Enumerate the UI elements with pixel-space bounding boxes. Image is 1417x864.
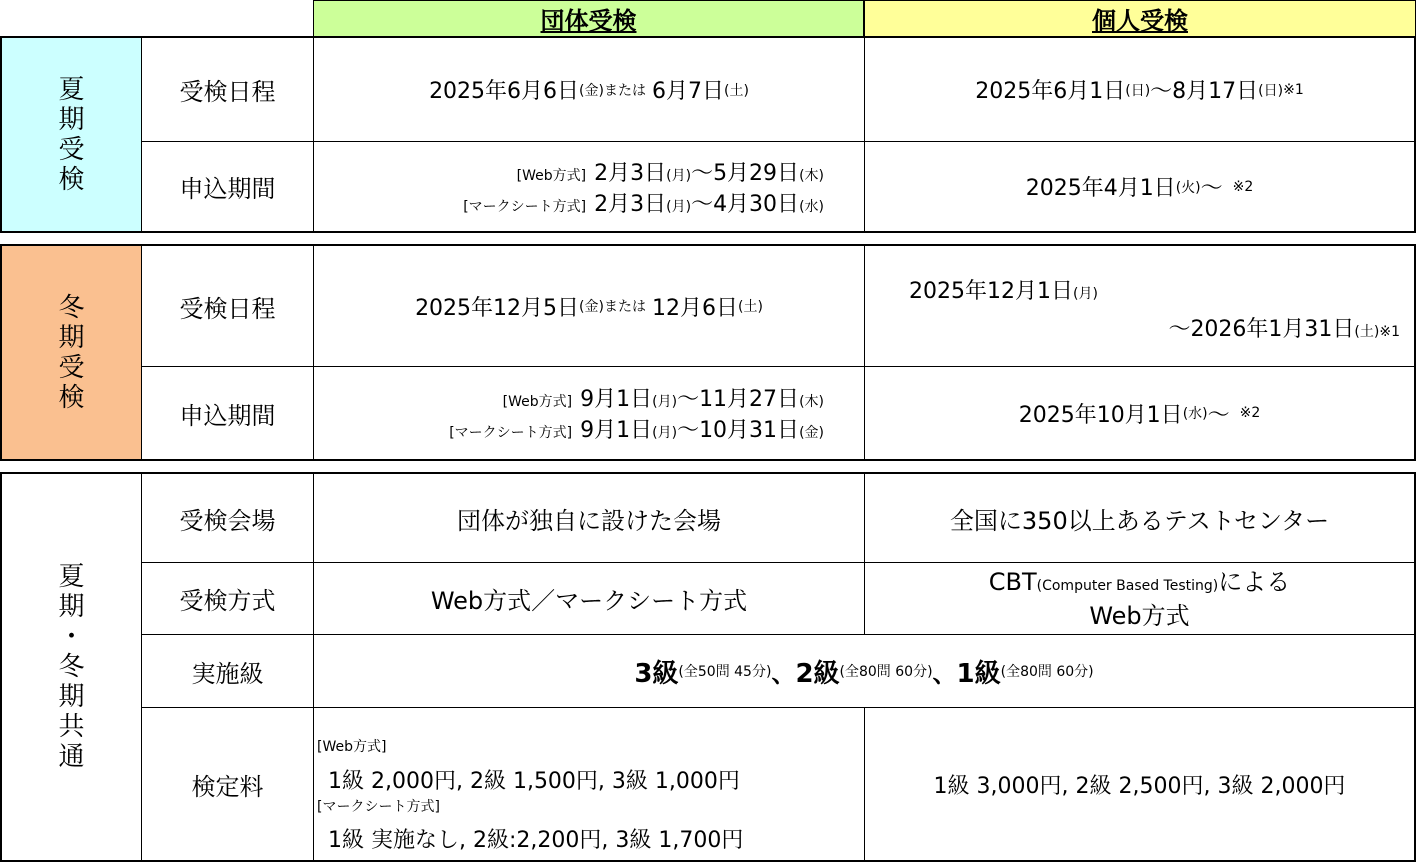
season-char: 受 — [58, 352, 85, 383]
day-text: (月) — [652, 394, 678, 410]
date-text: 〜10月31日 — [677, 418, 800, 443]
note-text: ※2 — [1232, 178, 1254, 195]
day-text: (木) — [799, 167, 824, 184]
season-char: 期 — [58, 322, 85, 353]
day-text: (日) — [1125, 82, 1151, 99]
day-text: (日) — [1258, 82, 1284, 99]
method-group-text: Web方式／マークシート方式 — [430, 587, 748, 615]
season-char: 冬 — [58, 652, 85, 682]
method-group — [314, 563, 864, 634]
row-label: 受検日程 — [179, 78, 276, 106]
note-text: ※1 — [1283, 81, 1304, 98]
day-text: (金) — [579, 82, 604, 99]
season-char: 期 — [58, 104, 85, 135]
season-char: 通 — [58, 742, 85, 772]
fee-individual-text: 1級 3,000円, 2級 2,500円, 3級 2,000円 — [933, 773, 1346, 799]
tilde-text: 〜 — [1207, 402, 1230, 428]
grade-text: 1級 — [956, 658, 1001, 689]
header-group — [313, 0, 864, 36]
season-char: 期 — [58, 682, 85, 712]
method-text: [マークシート方式] — [463, 198, 587, 215]
cbt-end-text: による — [1218, 567, 1291, 596]
summer-apply-label — [142, 142, 313, 231]
summer-schedule-group — [314, 38, 864, 141]
day-text: (土) — [1354, 324, 1380, 340]
grade-detail-text: (全80問 60分) — [839, 664, 933, 680]
method-text: [マークシート方式] — [449, 425, 573, 441]
date-line-1 — [909, 274, 1098, 305]
season-char: 受 — [58, 134, 85, 165]
date-text: 2025年12月5日 — [415, 295, 580, 321]
winter-season-cell — [2, 246, 141, 459]
fee-web-text: 1級 2,000円, 2級 1,500円, 3級 1,000円 — [328, 769, 740, 794]
grades-content — [314, 635, 1414, 707]
row-label: 受検会場 — [179, 506, 276, 535]
date-text: 2月3日 — [594, 191, 667, 217]
date-text: 〜8月17日 — [1150, 79, 1259, 104]
separator-text: 、 — [771, 659, 796, 688]
venue-group-text: 団体が独自に設けた会場 — [457, 506, 721, 535]
cbt-detail-text: (Computer Based Testing) — [1036, 577, 1219, 594]
row-label: 受検日程 — [179, 294, 276, 323]
season-char: 夏 — [58, 74, 85, 105]
method-line-1 — [989, 567, 1291, 601]
date-text: 9月1日 — [580, 418, 653, 443]
or-text: または — [603, 299, 646, 315]
date-text: 2025年10月1日 — [1018, 402, 1183, 428]
apply-line-web — [517, 156, 824, 187]
or-text: または — [603, 82, 646, 99]
method-line-2: Web方式 — [1089, 601, 1190, 630]
fee-mark-text: 1級 実施なし, 2級:2,200円, 3級 1,700円 — [328, 828, 744, 853]
header-individual — [864, 0, 1416, 36]
date-text: 2025年4月1日 — [1025, 176, 1176, 201]
row-label: 検定料 — [191, 772, 264, 801]
apply-line-mark — [463, 187, 824, 218]
date-text: 9月1日 — [580, 387, 653, 412]
winter-apply-group — [314, 367, 864, 459]
venue-individual — [865, 474, 1414, 562]
common-season-cell — [2, 474, 141, 860]
separator-text: 、 — [932, 659, 957, 688]
season-char: 期 — [58, 592, 85, 622]
summer-season-cell — [2, 38, 141, 231]
row-label: 申込期間 — [179, 401, 276, 430]
season-char: 検 — [58, 382, 85, 413]
row-label: 申込期間 — [179, 175, 276, 203]
row-label: 受検方式 — [179, 587, 276, 615]
cbt-text: CBT — [988, 567, 1037, 596]
row-label: 実施級 — [191, 659, 264, 688]
date-text: 〜5月29日 — [691, 160, 800, 186]
season-char: 検 — [58, 164, 85, 195]
season-char: 冬 — [58, 292, 85, 323]
day-text: (木) — [799, 394, 824, 410]
apply-line-mark — [449, 413, 824, 444]
day-text: (土) — [723, 82, 749, 99]
method-label — [142, 563, 313, 634]
date-text: 2025年6月6日 — [429, 79, 580, 104]
winter-apply-label — [142, 367, 313, 459]
season-char: ・ — [58, 622, 85, 652]
date-text: 〜4月30日 — [691, 191, 800, 217]
tilde-text: 〜 — [1200, 176, 1223, 201]
note-text: ※1 — [1379, 324, 1400, 340]
fee-label — [142, 708, 313, 860]
day-text: (金) — [799, 425, 824, 441]
apply-line-web — [503, 382, 824, 413]
date-text: 12月6日 — [651, 295, 738, 321]
summer-schedule-label — [142, 38, 313, 141]
method-text: [Web方式] — [516, 167, 587, 184]
day-text: (月) — [666, 167, 692, 184]
winter-schedule-label — [142, 246, 313, 366]
date-text: 2025年6月1日 — [975, 79, 1126, 104]
summer-schedule-individual — [865, 38, 1414, 141]
venue-label — [142, 474, 313, 562]
season-char: 夏 — [58, 562, 85, 592]
grade-detail-text: (全80問 60分) — [1000, 664, 1094, 680]
venue-group — [314, 474, 864, 562]
winter-apply-individual — [865, 367, 1414, 459]
header-individual-label: 個人受検 — [1092, 7, 1188, 35]
winter-schedule-individual — [865, 246, 1414, 366]
venue-individual-text: 全国に350以上あるテストセンター — [949, 506, 1330, 535]
header-group-label: 団体受検 — [540, 7, 637, 35]
method-text: [Web方式] — [502, 394, 573, 410]
date-text: 2月3日 — [594, 160, 667, 186]
day-text: (火) — [1175, 179, 1201, 196]
winter-schedule-group — [314, 246, 864, 366]
date-text: 2025年12月1日 — [909, 279, 1073, 304]
season-char: 共 — [58, 712, 85, 742]
grades-label — [142, 635, 313, 707]
grade-text: 2級 — [795, 658, 840, 689]
grade-text: 3級 — [634, 658, 679, 689]
day-text: (水) — [799, 198, 824, 215]
date-text: 6月7日 — [651, 79, 724, 104]
day-text: (水) — [1182, 406, 1208, 422]
fee-web-label: [Web方式] — [317, 739, 387, 755]
grade-detail-text: (全50問 45分) — [678, 664, 772, 680]
date-text: 〜2026年1月31日 — [1168, 317, 1355, 342]
date-text: 〜11月27日 — [677, 387, 800, 412]
day-text: (月) — [1072, 286, 1098, 302]
fee-group — [314, 708, 864, 860]
day-text: (月) — [666, 198, 692, 215]
fee-mark-label: [マークシート方式] — [317, 799, 440, 815]
day-text: (土) — [737, 299, 763, 315]
fee-individual — [865, 708, 1414, 860]
note-text: ※2 — [1239, 405, 1261, 421]
day-text: (金) — [579, 299, 604, 315]
summer-apply-group — [314, 142, 864, 231]
day-text: (月) — [652, 425, 678, 441]
method-individual — [865, 563, 1414, 634]
date-line-2 — [1168, 312, 1400, 343]
summer-apply-individual — [865, 142, 1414, 231]
